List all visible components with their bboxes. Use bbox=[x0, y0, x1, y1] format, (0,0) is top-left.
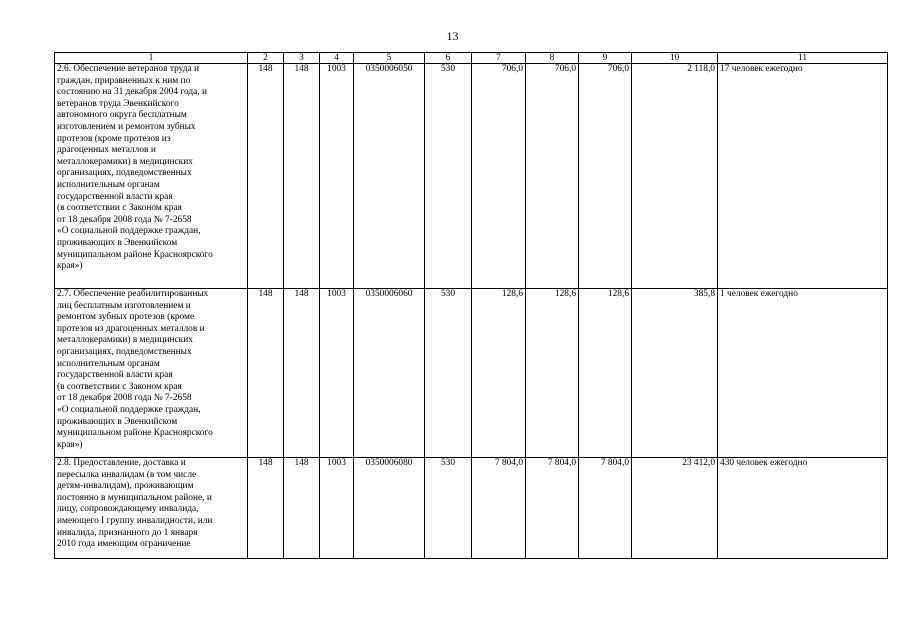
table-cell: 530 bbox=[425, 458, 472, 559]
table-cell: 1003 bbox=[320, 64, 354, 289]
column-header: 3 bbox=[284, 53, 320, 64]
column-header: 8 bbox=[526, 53, 579, 64]
measure-description: 2.8. Предоставление, доставка и пересылка инвалидам (в том числе детям-инвалидам), проживающим постоянно в муниципальном районе, и лицу, сопровождающему инвалида, имеющего I группу инвалидности, или инвалида, признанного до 1 января 2010 года имеющим ограничение bbox=[55, 458, 248, 559]
table-cell: 1003 bbox=[320, 458, 354, 559]
column-header: 6 bbox=[425, 53, 472, 64]
table-row bbox=[55, 289, 888, 458]
table-cell: 128,6 bbox=[526, 289, 579, 458]
table-cell: 1003 bbox=[320, 289, 354, 458]
column-number-row bbox=[55, 53, 888, 64]
measure-description: 2.7. Обеспечение реабилитированных лиц бесплатным изготовлением и ремонтом зубных протезов (кроме протезов из драгоценных металлов и металлокерамики) в медицинских организациях, подведомственных исполнительным органам государственной власти края (в соответствии с Законом края от 18 декабря 2008 года № 7-2658 «О социальной поддержке граждан, проживающих в Эвенкийском муниципальном районе Красноярского края») bbox=[55, 289, 248, 458]
column-header: 9 bbox=[579, 53, 632, 64]
table-cell: 148 bbox=[284, 458, 320, 559]
column-header: 1 bbox=[55, 53, 248, 64]
column-header: 7 bbox=[472, 53, 526, 64]
table-cell: 430 человек ежегодно bbox=[718, 458, 888, 559]
table-cell: 2 118,0 bbox=[632, 64, 718, 289]
table-cell: 706,0 bbox=[579, 64, 632, 289]
table-cell: 17 человек ежегодно bbox=[718, 64, 888, 289]
table-cell: 0350006050 bbox=[354, 64, 425, 289]
table-cell: 0350006060 bbox=[354, 289, 425, 458]
column-header: 10 bbox=[632, 53, 718, 64]
table-cell: 148 bbox=[248, 289, 284, 458]
table-cell: 7 804,0 bbox=[526, 458, 579, 559]
table-cell: 148 bbox=[248, 458, 284, 559]
table-row bbox=[55, 64, 888, 289]
table-row bbox=[55, 458, 888, 559]
table-cell: 128,6 bbox=[472, 289, 526, 458]
table-cell: 1 человек ежегодно bbox=[718, 289, 888, 458]
table-cell: 7 804,0 bbox=[472, 458, 526, 559]
table-cell: 530 bbox=[425, 64, 472, 289]
column-header: 5 bbox=[354, 53, 425, 64]
measure-description: 2.6. Обеспечение ветеранов труда и граждан, приравненных к ним по состоянию на 31 декабря 2004 года, и ветеранов труда Эвенкийского автономного округа бесплатным изготовлением и ремонтом зубных протезов (кроме протезов из драгоценных металлов и металлокерамики) в медицинских организациях, подведомственных исполнительным органам государственной власти края (в соответствии с Законом края от 18 декабря 2008 года № 7-2658 «О социальной поддержке граждан, проживающих в Эвенкийском муниципальном районе Красноярского края») bbox=[55, 64, 248, 289]
table-cell: 128,6 bbox=[579, 289, 632, 458]
budget-table bbox=[54, 52, 888, 559]
table-cell: 148 bbox=[284, 289, 320, 458]
table-cell: 148 bbox=[248, 64, 284, 289]
table-cell: 706,0 bbox=[526, 64, 579, 289]
table-cell: 706,0 bbox=[472, 64, 526, 289]
table-cell: 385,8 bbox=[632, 289, 718, 458]
table-cell: 530 bbox=[425, 289, 472, 458]
column-header: 11 bbox=[718, 53, 888, 64]
table-cell: 0350006080 bbox=[354, 458, 425, 559]
column-header: 2 bbox=[248, 53, 284, 64]
table-cell: 23 412,0 bbox=[632, 458, 718, 559]
table-cell: 7 804,0 bbox=[579, 458, 632, 559]
column-header: 4 bbox=[320, 53, 354, 64]
page-number: 13 bbox=[446, 29, 459, 43]
table-cell: 148 bbox=[284, 64, 320, 289]
